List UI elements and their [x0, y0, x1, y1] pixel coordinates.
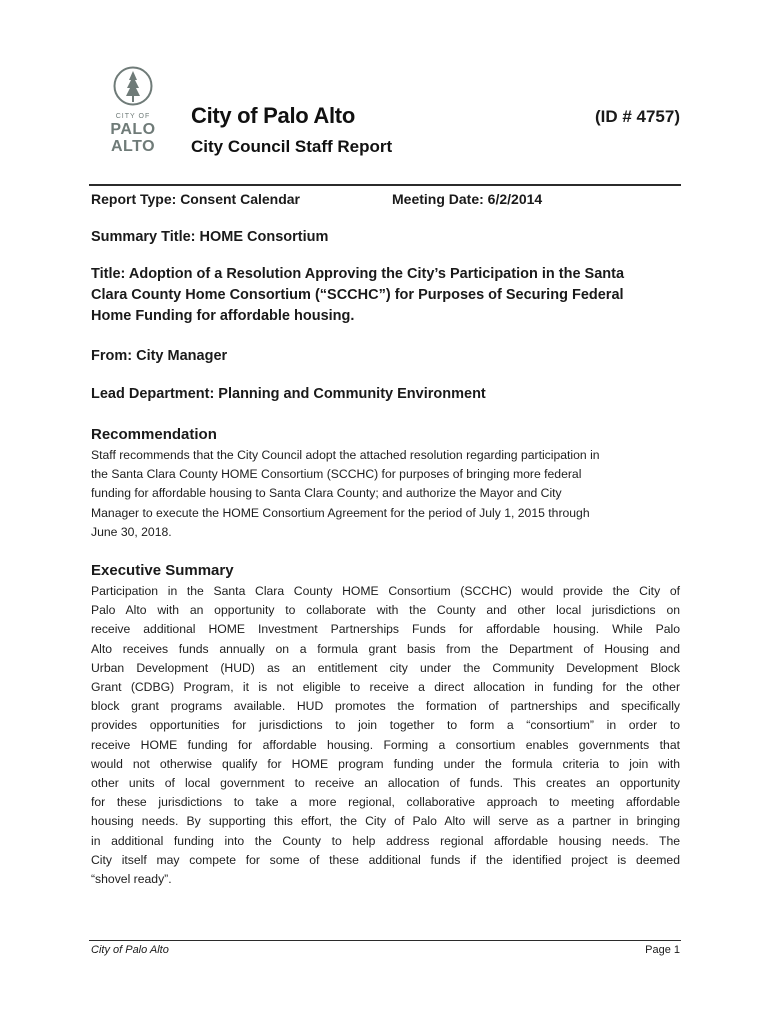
recommendation-line: funding for affordable housing to Santa Clara County; and authorize the Mayor and City: [91, 486, 562, 501]
report-title-line: Home Funding for affordable housing.: [91, 308, 355, 324]
from-field: From: City Manager: [91, 348, 228, 364]
summary-line: Grant (CDBG) Program, it is not eligible to receive a direct allocation in funding for the other: [91, 680, 680, 695]
summary-line: other units of local government to receive an allocation of funds. This creates an opportunity: [91, 776, 680, 791]
recommendation-heading: Recommendation: [91, 426, 217, 443]
recommendation-line: June 30, 2018.: [91, 524, 172, 539]
city-title: City of Palo Alto: [191, 103, 355, 128]
summary-line: “shovel ready”.: [91, 872, 172, 887]
summary-line: block grant programs available. HUD promotes the formation of partnerships and specifically: [91, 699, 680, 714]
city-logo: [106, 66, 160, 158]
summary-line: for these jurisdictions to take a more regional, collaborative approach to meeting affordable: [91, 795, 680, 810]
recommendation-line: Staff recommends that the City Council adopt the attached resolution regarding participation in: [91, 448, 600, 462]
logo-city-of: CITY OF: [115, 113, 151, 120]
summary-title: Summary Title: HOME Consortium: [91, 229, 329, 245]
recommendation-line: the Santa Clara County HOME Consortium (SCCHC) for purposes of bringing more federal: [91, 467, 582, 482]
report-title-line: Clara County Home Consortium (“SCCHC”) for Purposes of Securing Federal: [91, 287, 624, 303]
summary-line: Participation in the Santa Clara County HOME Consortium (SCCHC) would provide the City of: [91, 584, 680, 598]
executive-summary-heading: Executive Summary: [91, 562, 234, 579]
summary-line: receive additional HOME Investment Partnerships Funds for affordable housing. While Palo: [91, 622, 680, 637]
report-id: (ID # 4757): [594, 107, 680, 126]
summary-line: Palo Alto with an opportunity to collaborate with the County and other local jurisdictions on: [91, 603, 680, 618]
report-title: [91, 264, 691, 327]
summary-line: in additional funding into the County to help address regional affordable housing needs. The: [91, 833, 680, 848]
summary-line: would not otherwise qualify for HOME program funding under the formula criteria to join with: [91, 756, 680, 771]
tree-seal-icon: [113, 66, 153, 106]
footer-divider: [89, 940, 681, 941]
header-divider: [89, 184, 681, 186]
summary-line: housing needs. By supporting this effort, the City of Palo Alto will serve as a partner in bringing: [91, 814, 680, 829]
summary-line: City itself may compete for some of these additional funds if the identified project is deemed: [91, 852, 680, 867]
report-type: Report Type: Consent Calendar: [91, 191, 300, 207]
executive-summary-body: [91, 582, 680, 889]
summary-line: Urban Development (HUD) as an entitlement city under the Community Development Block: [91, 660, 680, 675]
report-subtitle: City Council Staff Report: [191, 137, 393, 156]
lead-department: Lead Department: Planning and Community Environment: [91, 386, 486, 402]
report-title-line: Title: Adoption of a Resolution Approving the City’s Participation in the Santa: [91, 266, 625, 282]
footer-city: City of Palo Alto: [91, 944, 169, 956]
summary-line: receive HOME funding for affordable housing. Forming a consortium enables governments that: [91, 737, 680, 752]
logo-alto: ALTO: [110, 138, 156, 155]
logo-palo: PALO: [110, 121, 156, 138]
summary-line: Alto receives funds annually on a formula grant basis from the Department of Housing and: [91, 641, 680, 656]
meeting-date: Meeting Date: 6/2/2014: [392, 191, 543, 207]
recommendation-line: Manager to execute the HOME Consortium Agreement for the period of July 1, 2015 through: [91, 505, 590, 520]
recommendation-body: [91, 446, 691, 542]
page-number: Page 1: [645, 944, 680, 956]
summary-line: provides opportunities for jurisdictions to join together to form a “consortium” in order to: [91, 718, 680, 733]
